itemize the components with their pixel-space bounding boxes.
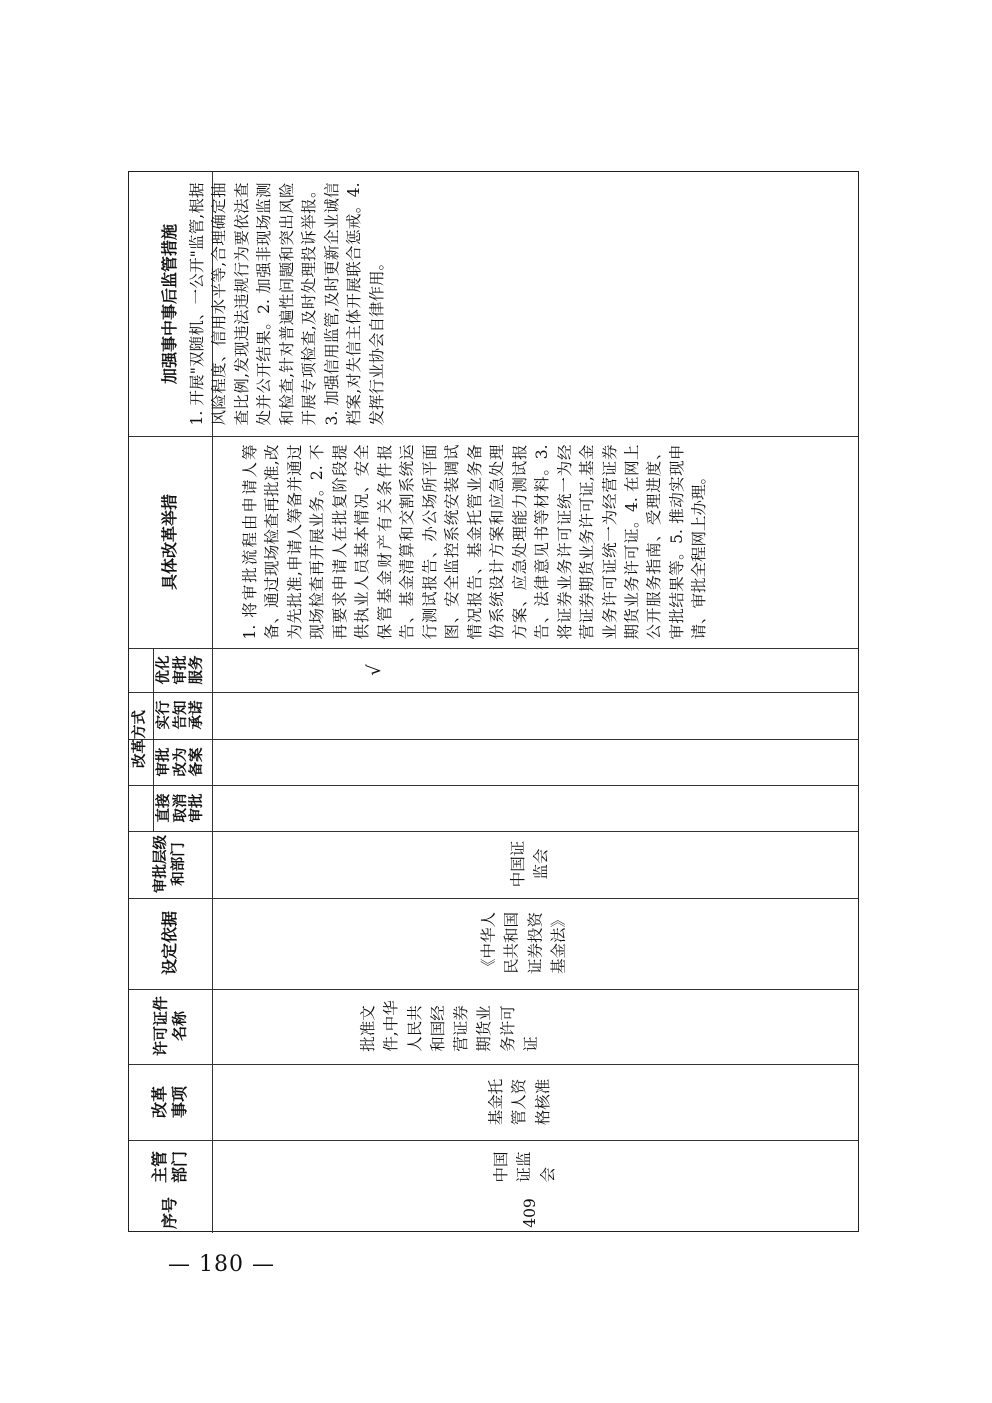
header-reform-mode: 改革方式	[130, 710, 148, 768]
cell-supervision: 1. 开展"双随机、一公开"监管,根据风险程度、信用水平等,合理确定抽查比例,发现违法违规行为要依法查处并公开结果。2. 加强非现场监测和检查,针对普遍性问题和突出风险开展专项检查,及时处理投诉举报。3. 加强信用监管,及时更新企业诚信档案,对失信主体开展联合惩戒。4. 发挥行业协会自律作用。	[187, 177, 386, 425]
header-level: 审批层级 和部门	[151, 835, 187, 893]
header-notify: 实行 告知 承诺	[154, 700, 206, 730]
header-dept: 主管 部门	[150, 1150, 189, 1184]
header-measures: 具体改革举措	[160, 493, 179, 590]
header-seq: 序号	[160, 1196, 179, 1230]
header-optimize: 优化 审批 服务	[154, 655, 206, 685]
row-divider	[129, 785, 858, 786]
cell-basis: 《中华人 民共和国 证券投资 基金法》	[479, 911, 568, 975]
header-cancel: 直接 取消 审批	[154, 793, 206, 822]
header-license: 许可证件 名称	[151, 995, 188, 1057]
cell-dept: 中国 证监 会	[492, 1151, 557, 1183]
header-basis: 设定依据	[160, 910, 179, 976]
header-item: 改革 事项	[150, 1085, 189, 1118]
cell-seq: 409	[520, 1198, 539, 1228]
cell-optimize: √	[363, 664, 385, 676]
cell-item: 基金托 管人资 格核准	[487, 1078, 552, 1125]
cell-license: 批准文 件,中华 人民共 和国经 营证券 期货业 务许可 证	[359, 1000, 540, 1052]
row-divider	[129, 692, 858, 693]
header-supervision: 加强事中事后监管措施	[160, 223, 179, 384]
row-divider	[129, 739, 858, 740]
header-filing: 审批 改为 备案	[154, 747, 206, 776]
cell-level: 中国证 监会	[508, 840, 550, 888]
page-number: — 180 —	[168, 1252, 275, 1277]
cell-measures: 1. 将审批流程由申请人筹备、通过现场检查再批准,改为先批准,申请人筹备并通过现场检查再开展业务。2. 不再要求申请人在批复阶段提供执业人员基本情况、安全保管基金财产有关条件报告、基金清算和交割系统运行测试报告、办公场所平面图、安全监控系统安装调试情况报告、基金托管业务备份系统设计方案和应急处理方案、应急处理能力测试报告、法律意见书等材料。3. 将证券业务许可证统一为经营证券期货业务许可证,基金业务许可证统一为经营证券期货业务许可证。4. 在网上公开服务指南、受理进度、审批结果等。5. 推动实现申请、审批全程网上办理。	[241, 439, 709, 639]
